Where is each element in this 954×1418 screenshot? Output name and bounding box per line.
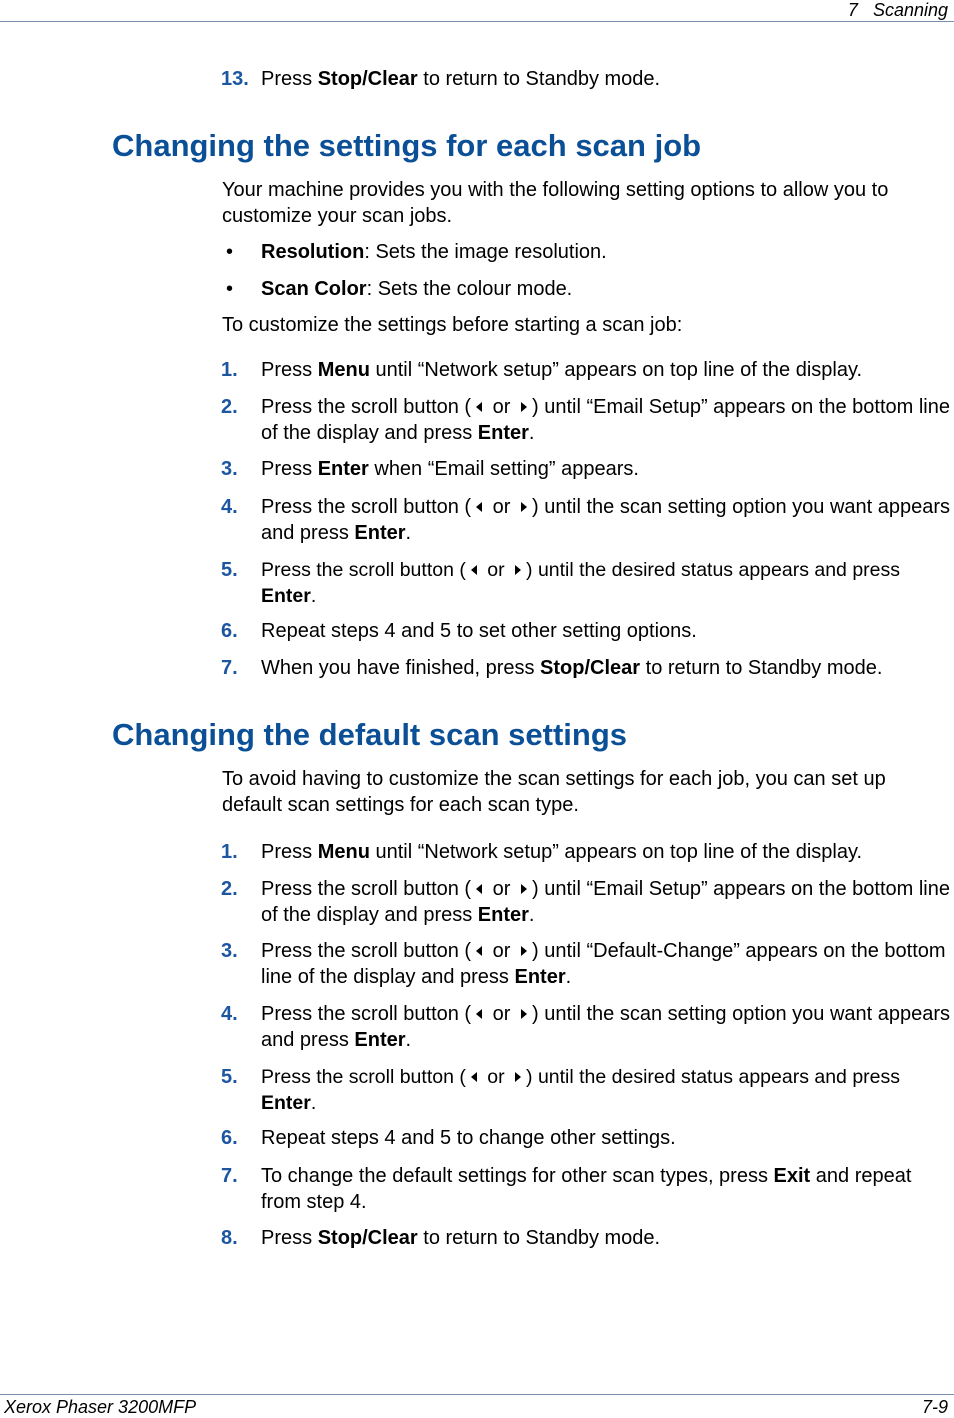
footer-page-number: 7-9 [921,1397,948,1417]
scroll-left-icon [471,565,477,575]
section-heading-default-settings: Changing the default scan settings [112,717,627,752]
bullet-dot: • [226,278,234,300]
scroll-left-icon [476,502,482,512]
section1-lead: To customize the settings before starting a scan job: [222,314,683,336]
scroll-left-icon [476,884,482,894]
scroll-right-icon [521,1009,527,1019]
step-text: Press Stop/Clear to return to Standby mode. [261,68,661,90]
scroll-left-icon [476,402,482,412]
scroll-right-icon [521,402,527,412]
chapter-number: 7 [847,0,858,20]
scroll-left-icon [476,1009,482,1019]
footer-rule [0,1394,954,1395]
step-number: 13. [221,68,249,90]
footer-product: Xerox Phaser 3200MFP [4,1397,197,1417]
scroll-right-icon [521,884,527,894]
section1-intro: Your machine provides you with the following setting options to allow you to customize your scan jobs. [222,179,889,227]
header-rule [0,21,954,22]
scroll-right-icon [515,1072,521,1082]
scroll-left-icon [476,946,482,956]
scroll-right-icon [521,946,527,956]
bullet-dot: • [226,241,234,263]
chapter-title: Scanning [872,0,948,20]
scroll-left-icon [471,1072,477,1082]
running-header [848,0,948,20]
section-heading-each-job: Changing the settings for each scan job [112,128,702,163]
scroll-right-icon [521,502,527,512]
section2-intro: To avoid having to customize the scan settings for each job, you can set up default scan settings for each scan type. [222,768,886,816]
scroll-right-icon [515,565,521,575]
